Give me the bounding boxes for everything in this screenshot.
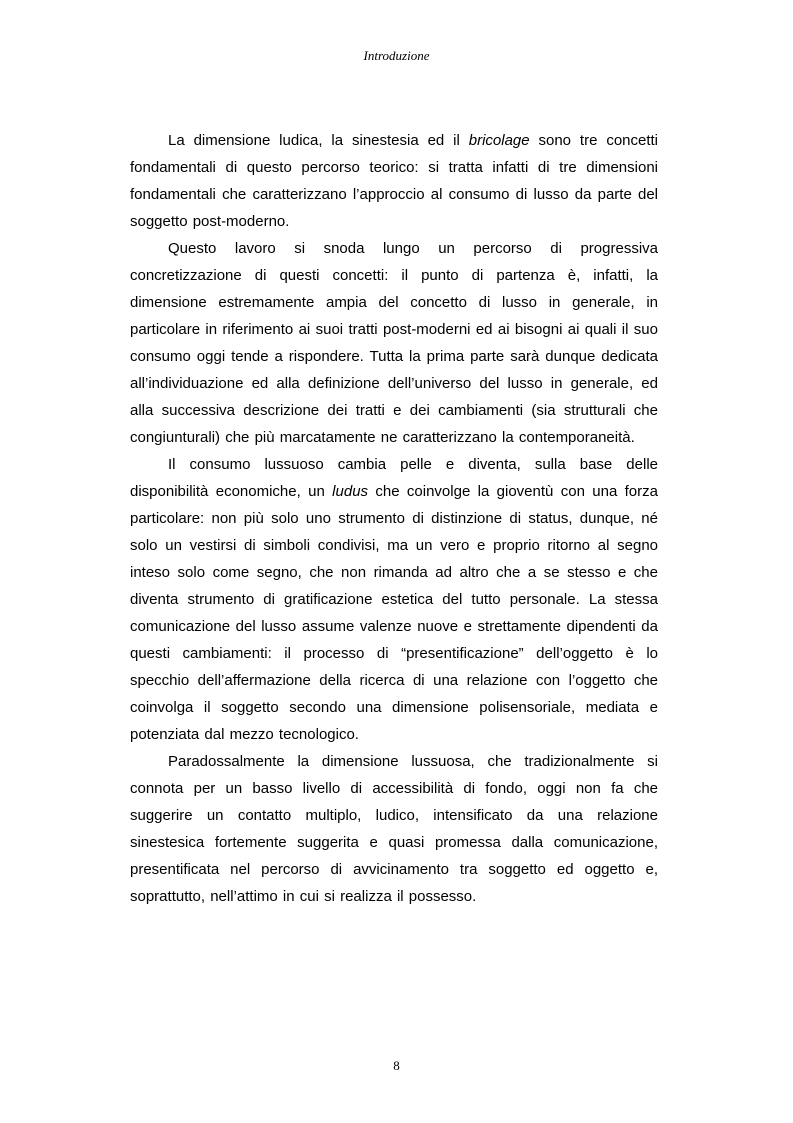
paragraph: La dimensione ludica, la sinestesia ed il bricolage sono tre concetti fondamentali di questo percorso teorico: si tratta infatti di tre dimensioni fondamentali che caratterizzano l’approccio al consumo di lusso da parte del soggetto post-moderno. bbox=[130, 132, 659, 230]
emphasis: bricolage bbox=[468, 132, 530, 149]
paragraph: Paradossalmente la dimensione lussuosa, che tradizionalmente si connota per un basso livello di accessibilità di fondo, oggi non fa che suggerire un contatto multiplo, ludico, intensificato da una relazione sinestesica fortemente suggerita e quasi promessa dalla comunicazione, presentificata nel percorso di avvicinamento tra soggetto ed oggetto e, soprattutto, nell’attimo in cui si realizza il possesso. bbox=[130, 753, 658, 905]
emphasis: ludus bbox=[332, 483, 369, 500]
running-header: Introduzione bbox=[363, 48, 430, 63]
paragraph: Il consumo lussuoso cambia pelle e diventa, sulla base delle disponibilità economiche, un ludus che coinvolge la gioventù con una forza particolare: non più solo uno strumento di distinzione di status, dunque, né solo un vestirsi di simboli condivisi, ma un vero e proprio ritorno al segno inteso solo come segno, che non rimanda ad altro che a se stesso e che diventa strumento di gratificazione estetica del tutto personale. La stessa comunicazione del lusso assume valenze nuove e strettamente dipendenti da questi cambiamenti: il processo di “presentificazione” dell’oggetto è lo specchio dell’affermazione della ricerca di una relazione con l’oggetto che coinvolga il soggetto secondo una dimensione polisensoriale, mediata e potenziata dal mezzo tecnologico. bbox=[130, 456, 658, 743]
page-number: 8 bbox=[393, 1058, 400, 1073]
body-text bbox=[130, 127, 658, 910]
paragraph: Questo lavoro si snoda lungo un percorso di progressiva concretizzazione di questi concetti: il punto di partenza è, infatti, la dimensione estremamente ampia del concetto di lusso in generale, in particolare in riferimento ai suoi tratti post-moderni ed ai bisogni ai quali il suo consumo oggi tende a rispondere. Tutta la prima parte sarà dunque dedicata all’individuazione ed alla definizione dell’universo del lusso in generale, ed alla successiva descrizione dei tratti e dei cambiamenti (sia strutturali che congiunturali) che più marcatamente ne caratterizzano la contemporaneità. bbox=[130, 240, 658, 446]
